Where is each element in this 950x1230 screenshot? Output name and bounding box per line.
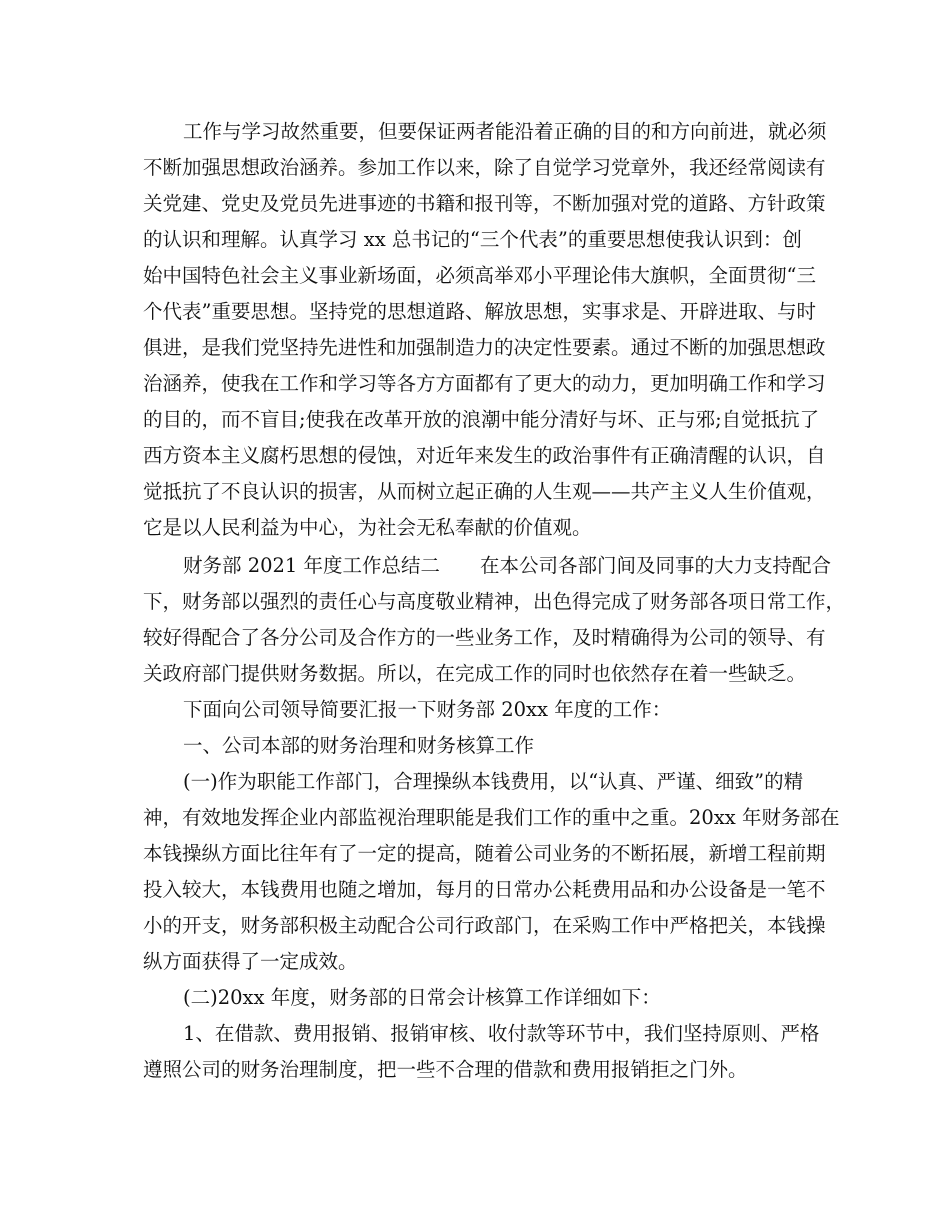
paragraph-political-study <box>143 114 827 546</box>
text-line: 下面向公司领导简要汇报一下财务部 20xx 年度的工作： <box>183 698 672 721</box>
text-line: 治涵养，使我在工作和学习等各方方面都有了更大的动力，更加明确工作和学习 <box>143 372 826 395</box>
text-line: 工作与学习故然重要，但要保证两者能沿着正确的目的和方向前进，就必须 <box>183 120 827 143</box>
text-line: 西方资本主义腐朽思想的侵蚀，对近年来发生的政治事件有正确清醒的认识，自 <box>143 444 826 467</box>
text-line: (一)作为职能工作部门，合理操纵本钱费用，以“认真、严谨、细致”的精 <box>183 770 804 793</box>
section-heading: 财务部 2021 年度工作总结二 <box>183 554 441 577</box>
text-line <box>143 548 832 584</box>
text-line: 神，有效地发挥企业内部监视治理职能是我们工作的重中之重。20xx 年财务部在 <box>143 806 840 829</box>
text-line: 1、在借款、费用报销、报销审核、收付款等环节中，我们坚持原则、严格 <box>183 1022 820 1045</box>
text-line: 俱进，是我们党坚持先进性和加强制造力的决定性要素。通过不断的加强思想政 <box>143 336 826 359</box>
text-line: 它是以人民利益为中心，为社会无私奉献的价值观。 <box>143 516 592 539</box>
paragraph-accounting-intro <box>143 980 808 1016</box>
text-segment: 在本公司各部门间及同事的大力支持配合 <box>480 554 832 577</box>
text-line: 纵方面获得了一定成效。 <box>143 950 358 973</box>
text-line: 投入较大，本钱费用也随之增加，每月的日常办公耗费用品和办公设备是一笔不 <box>143 878 826 901</box>
text-line: 始中国特色社会主义事业新场面，必须高举邓小平理论伟大旗帜，全面贯彻“三 <box>143 264 816 287</box>
text-line: 关党建、党史及党员先进事迹的书籍和报刊等，不断加强对党的道路、方针政策 <box>143 192 826 215</box>
text-line: 的认识和理解。认真学习 xx 总书记的“三个代表”的重要思想使我认识到：创 <box>143 228 802 251</box>
paragraph-item-one <box>143 1016 820 1088</box>
text-line: 关政府部门提供财务数据。所以，在完成工作的同时也依然存在着一些缺乏。 <box>143 662 807 685</box>
text-line: 下，财务部以强烈的责任心与高度敬业精神，出色得完成了财务部各项日常工作， <box>143 590 846 613</box>
text-line: 的目的，而不盲目;使我在改革开放的浪潮中能分清好与坏、正与邪;自觉抵抗了 <box>143 408 820 431</box>
paragraph-report-intro <box>143 692 808 728</box>
paragraph-section-one-title <box>143 728 808 764</box>
paragraph-summary-two <box>143 548 846 692</box>
text-line: 较好得配合了各分公司及合作方的一些业务工作，及时精确得为公司的领导、有 <box>143 626 826 649</box>
text-line: (二)20xx 年度，财务部的日常会计核算工作详细如下： <box>183 986 661 1009</box>
text-line: 一、公司本部的财务治理和财务核算工作 <box>183 734 535 757</box>
text-line: 本钱操纵方面比往年有了一定的提高，随着公司业务的不断拓展，新增工程前期 <box>143 842 826 865</box>
text-line: 觉抵抗了不良认识的损害，从而树立起正确的人生观——共产主义人生价值观， <box>143 480 826 503</box>
text-line: 小的开支，财务部积极主动配合公司行政部门，在采购工作中严格把关，本钱操 <box>143 914 826 937</box>
paragraph-cost-control <box>143 764 840 980</box>
text-line: 遵照公司的财务治理制度，把一些不合理的借款和费用报销拒之门外。 <box>143 1058 748 1081</box>
text-line: 不断加强思想政治涵养。参加工作以来，除了自觉学习党章外，我还经常阅读有 <box>143 156 826 179</box>
text-line: 个代表”重要思想。坚持党的思想道路、解放思想，实事求是、开辟进取、与时 <box>143 300 816 323</box>
